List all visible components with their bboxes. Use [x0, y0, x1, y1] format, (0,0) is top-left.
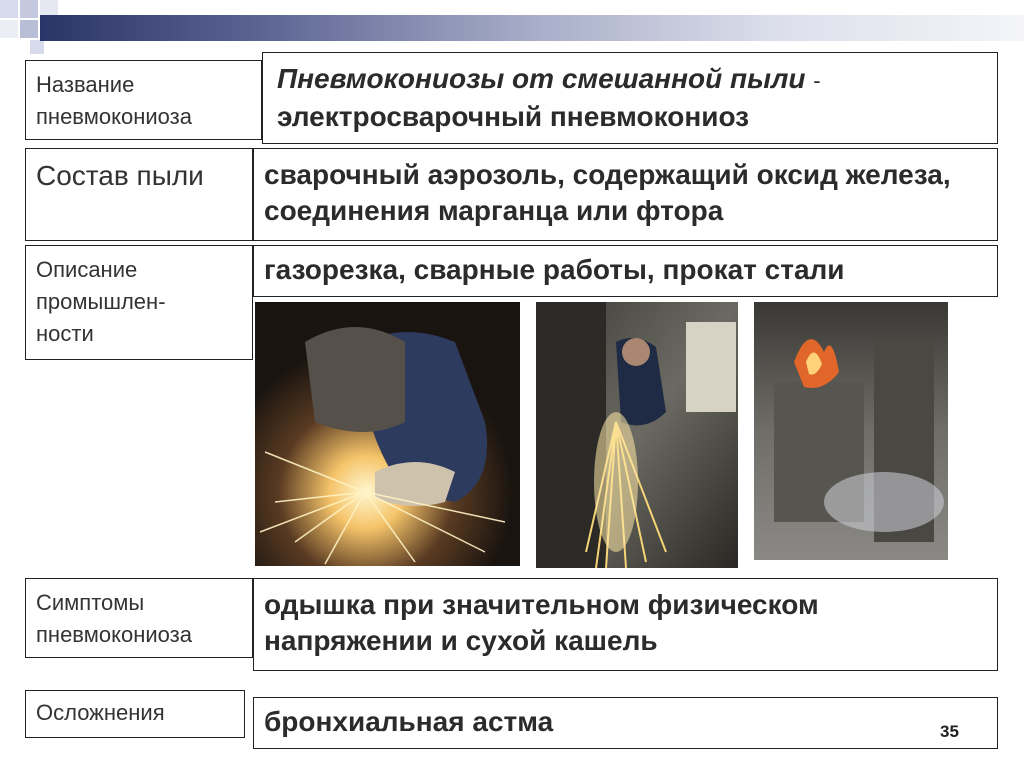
- symptoms-label: Симптомы пневмокониоза: [36, 590, 192, 647]
- name-label-box: [25, 60, 262, 140]
- dust-label-box: [25, 148, 253, 241]
- name-value-box: [262, 52, 998, 144]
- industry-value-box: [253, 245, 998, 297]
- complications-label: Осложнения: [36, 700, 165, 725]
- complications-label-box: [25, 690, 245, 738]
- dust-value: сварочный аэрозоль, содержащий оксид железа, соединения марганца или фтора: [264, 159, 951, 226]
- industry-label: Описание промышлен-ности: [36, 257, 166, 346]
- symptoms-value-box: [253, 578, 998, 671]
- welder-photo: [255, 302, 520, 566]
- grinder-photo: [536, 302, 738, 568]
- steel-mill-photo: [754, 302, 948, 560]
- dust-value-box: [253, 148, 998, 241]
- complications-value: бронхиальная астма: [264, 706, 554, 737]
- industry-label-box: [25, 245, 253, 360]
- name-title-rest: электросварочный пневмокониоз: [277, 101, 750, 132]
- header-gradient-bar: [40, 15, 1024, 41]
- name-value: [263, 53, 997, 139]
- name-label: Название пневмокониоза: [36, 72, 192, 129]
- industry-value: газорезка, сварные работы, прокат стали: [264, 254, 845, 285]
- dust-label: Состав пыли: [36, 160, 204, 191]
- symptoms-label-box: [25, 578, 253, 658]
- symptoms-value: одышка при значительном физическом напряжении и сухой кашель: [264, 589, 819, 656]
- complications-value-box: [253, 697, 998, 749]
- name-title-dash: -: [813, 68, 821, 93]
- page-number: 35: [940, 722, 959, 741]
- name-title-italic: Пневмокониозы от смешанной пыли: [277, 63, 806, 94]
